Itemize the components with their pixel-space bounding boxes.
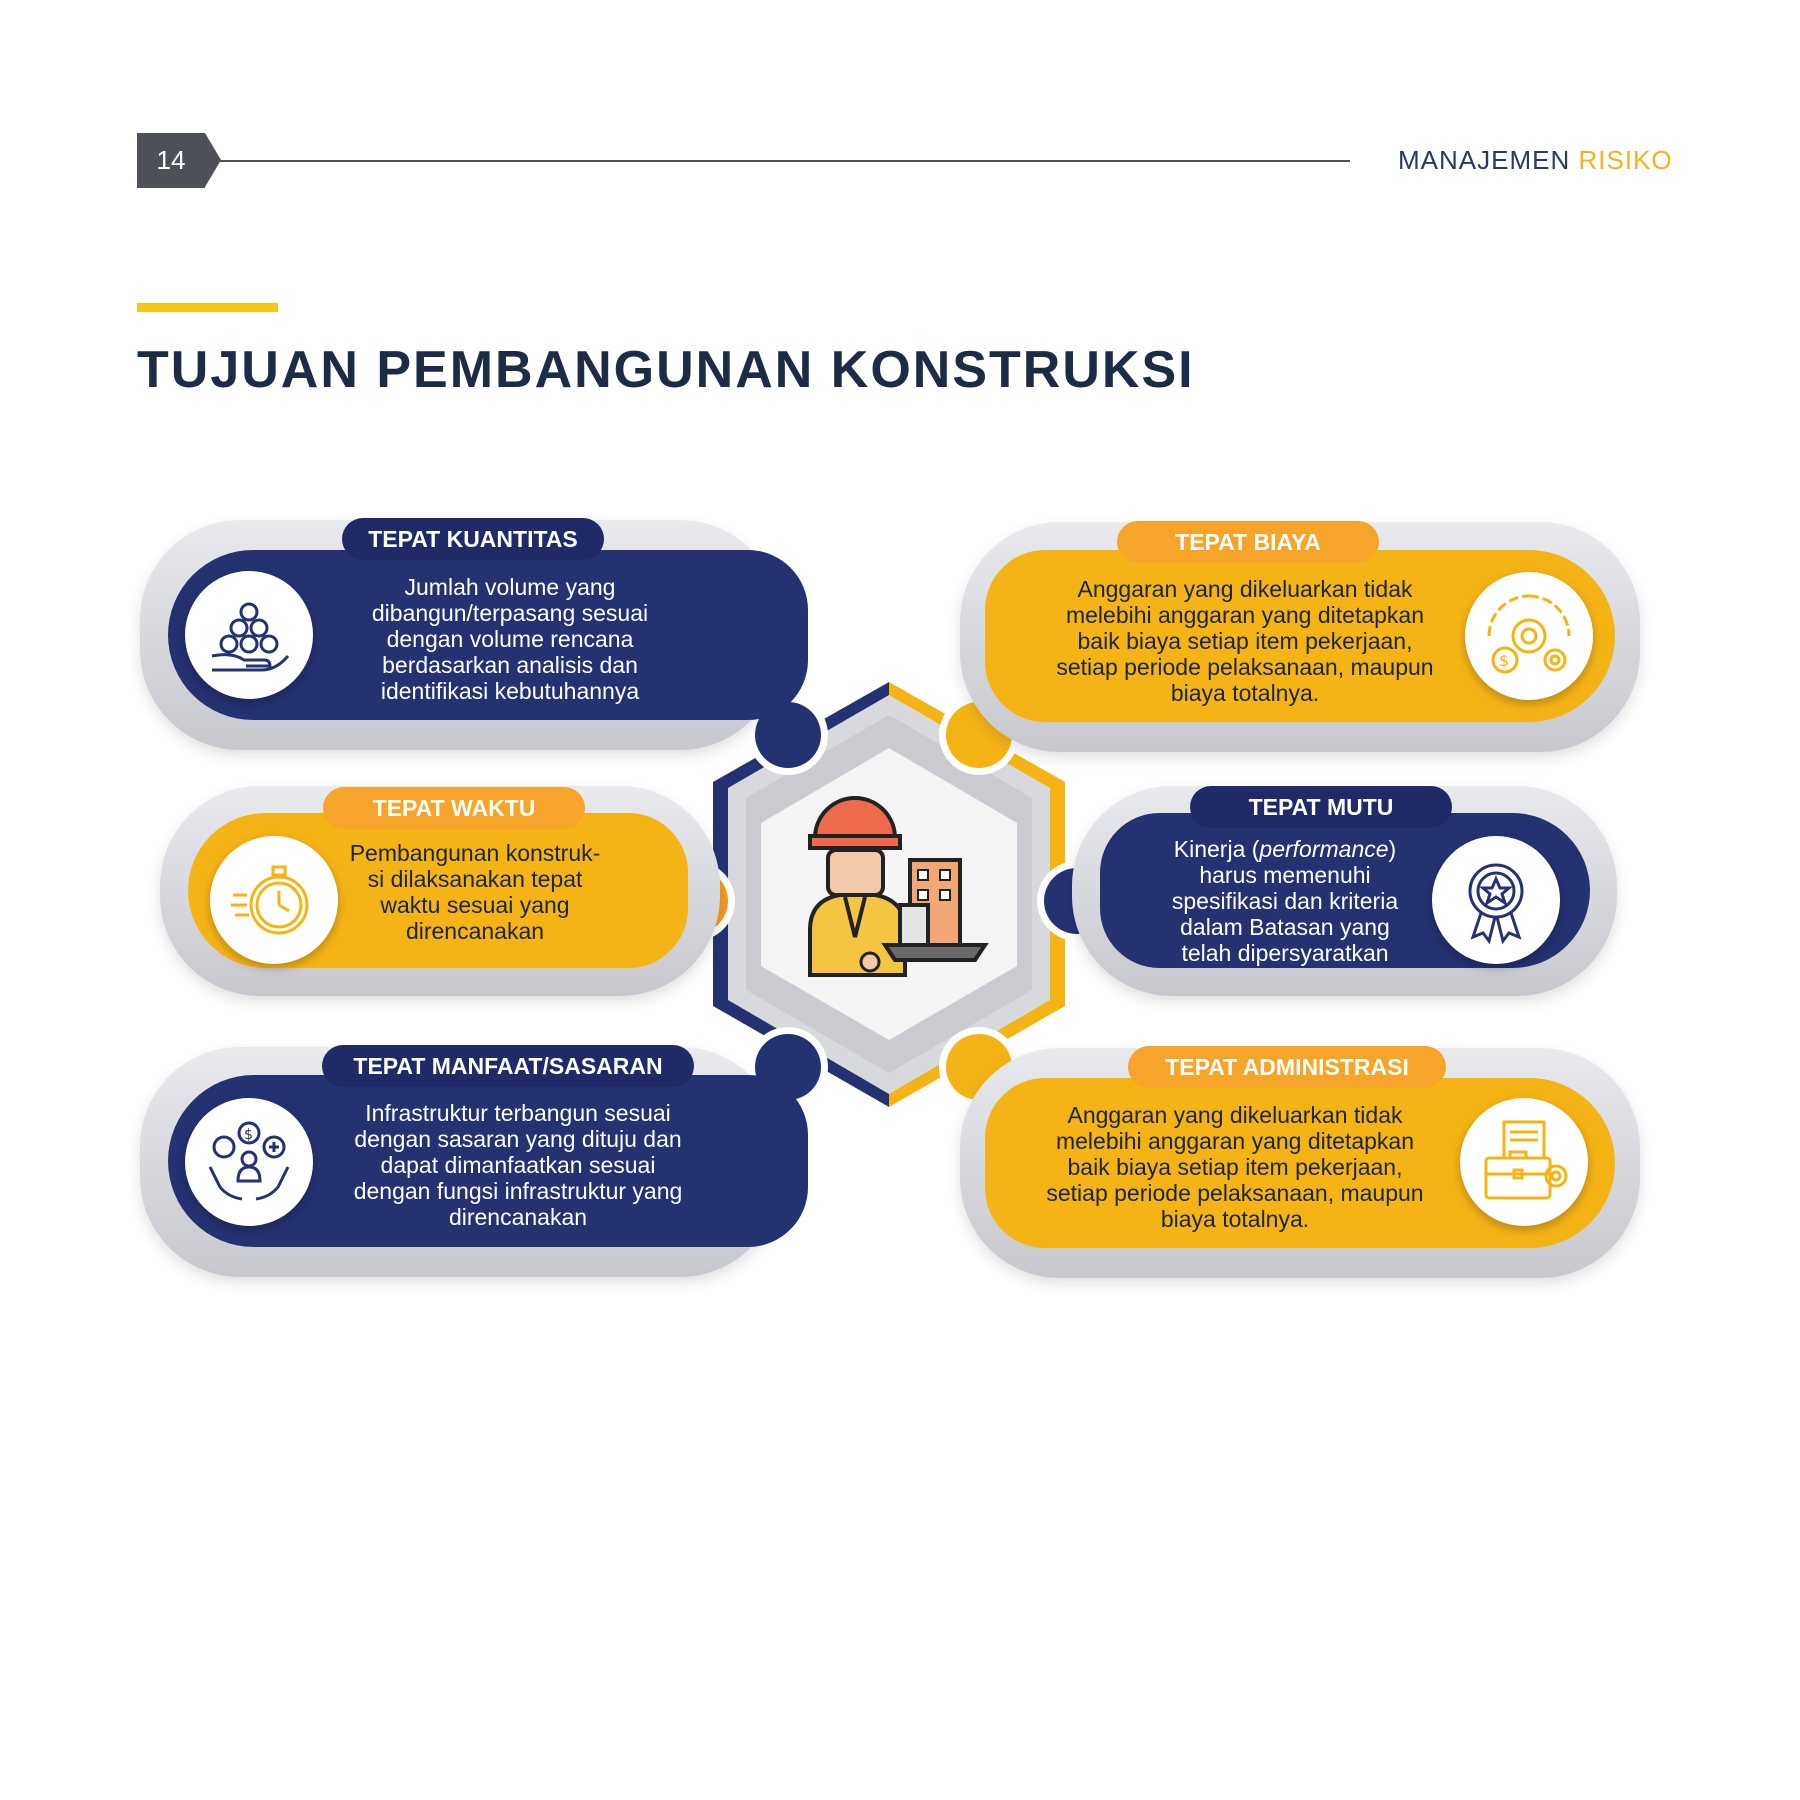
card-mutu-text	[1135, 836, 1435, 966]
award-medal-icon	[1451, 855, 1541, 945]
card-administrasi-icon-wrap	[1460, 1098, 1588, 1226]
card-waktu-line: Pembangunan konstruk-	[349, 840, 601, 866]
card-manfaat-line: direncanakan	[448, 1204, 588, 1230]
card-administrasi-line: setiap periode pelaksanaan, maupun	[1046, 1180, 1424, 1206]
card-waktu-icon-wrap	[210, 836, 338, 964]
card-kuantitas-line: berdasarkan analisis dan	[382, 652, 638, 678]
card-administrasi-line: melebihi anggaran yang ditetapkan	[1055, 1128, 1415, 1154]
card-manfaat-line: dengan fungsi infrastruktur yang	[353, 1178, 683, 1204]
card-manfaat-icon-wrap	[185, 1098, 313, 1226]
card-administrasi-text	[1025, 1102, 1445, 1232]
card-manfaat-line: Infrastruktur terbangun sesuai	[365, 1100, 671, 1126]
balls-on-hand-icon	[204, 590, 294, 680]
card-waktu-line: waktu sesuai yang	[380, 892, 570, 918]
card-manfaat-label: TEPAT MANFAAT/SASARAN	[322, 1045, 694, 1087]
card-manfaat-text	[318, 1100, 718, 1230]
card-mutu-line: harus memenuhi	[1199, 862, 1371, 888]
card-administrasi-line: biaya totalnya.	[1160, 1206, 1310, 1232]
card-biaya-label: TEPAT BIAYA	[1117, 521, 1379, 563]
card-biaya-line: biaya totalnya.	[1170, 680, 1320, 706]
card-biaya-line: Anggaran yang dikeluarkan tidak	[1077, 576, 1413, 602]
card-manfaat-line: dapat dimanfaatkan sesuai	[380, 1152, 656, 1178]
card-kuantitas-line: identifikasi kebutuhannya	[380, 678, 640, 704]
header-title-accent: RISIKO	[1578, 145, 1673, 175]
card-waktu-line: si dilaksanakan tepat	[367, 866, 583, 892]
page-title: TUJUAN PEMBANGUNAN KONSTRUKSI	[137, 341, 1195, 399]
social-benefit-icon	[204, 1117, 294, 1207]
card-waktu-text	[330, 840, 620, 944]
card-kuantitas-label: TEPAT KUANTITAS	[342, 518, 604, 560]
card-mutu-italic: performance	[1259, 836, 1389, 862]
card-mutu-line: telah dipersyaratkan	[1181, 940, 1389, 966]
header-title-main: MANAJEMEN	[1398, 145, 1571, 175]
card-kuantitas-line: dibangun/terpasang sesuai	[371, 600, 649, 626]
card-mutu-label: TEPAT MUTU	[1190, 786, 1452, 828]
card-biaya-line: melebihi anggaran yang ditetapkan	[1065, 602, 1425, 628]
card-mutu-suffix: )	[1388, 836, 1397, 862]
page-number: 14	[137, 133, 205, 188]
svg-text:$: $	[244, 1127, 253, 1143]
card-manfaat-line: dengan sasaran yang dituju dan	[354, 1126, 682, 1152]
card-kuantitas-line: Jumlah volume yang	[404, 574, 616, 600]
card-kuantitas-text	[330, 574, 690, 704]
card-kuantitas-line: dengan volume rencana	[386, 626, 634, 652]
money-gears-icon	[1481, 588, 1577, 684]
card-mutu-line: dalam Batasan yang	[1180, 914, 1390, 940]
svg-text:$: $	[1499, 651, 1510, 670]
card-waktu-line: direncanakan	[405, 918, 545, 944]
card-biaya-text	[1035, 576, 1455, 706]
card-waktu-label: TEPAT WAKTU	[323, 787, 585, 829]
briefcase-documents-icon	[1476, 1114, 1572, 1210]
card-kuantitas-icon-wrap	[185, 571, 313, 699]
card-administrasi-line: Anggaran yang dikeluarkan tidak	[1067, 1102, 1403, 1128]
card-biaya-icon-wrap	[1465, 572, 1593, 700]
stopwatch-icon	[229, 855, 319, 945]
card-mutu-line-first	[1135, 836, 1435, 862]
card-mutu-line: spesifikasi dan kriteria	[1171, 888, 1399, 914]
card-administrasi-line: baik biaya setiap item pekerjaan,	[1067, 1154, 1403, 1180]
card-mutu-prefix: Kinerja (	[1173, 836, 1260, 862]
card-biaya-line: setiap periode pelaksanaan, maupun	[1056, 654, 1434, 680]
card-mutu-icon-wrap	[1432, 836, 1560, 964]
card-administrasi-label: TEPAT ADMINISTRASI	[1128, 1046, 1446, 1088]
card-biaya-line: baik biaya setiap item pekerjaan,	[1077, 628, 1413, 654]
